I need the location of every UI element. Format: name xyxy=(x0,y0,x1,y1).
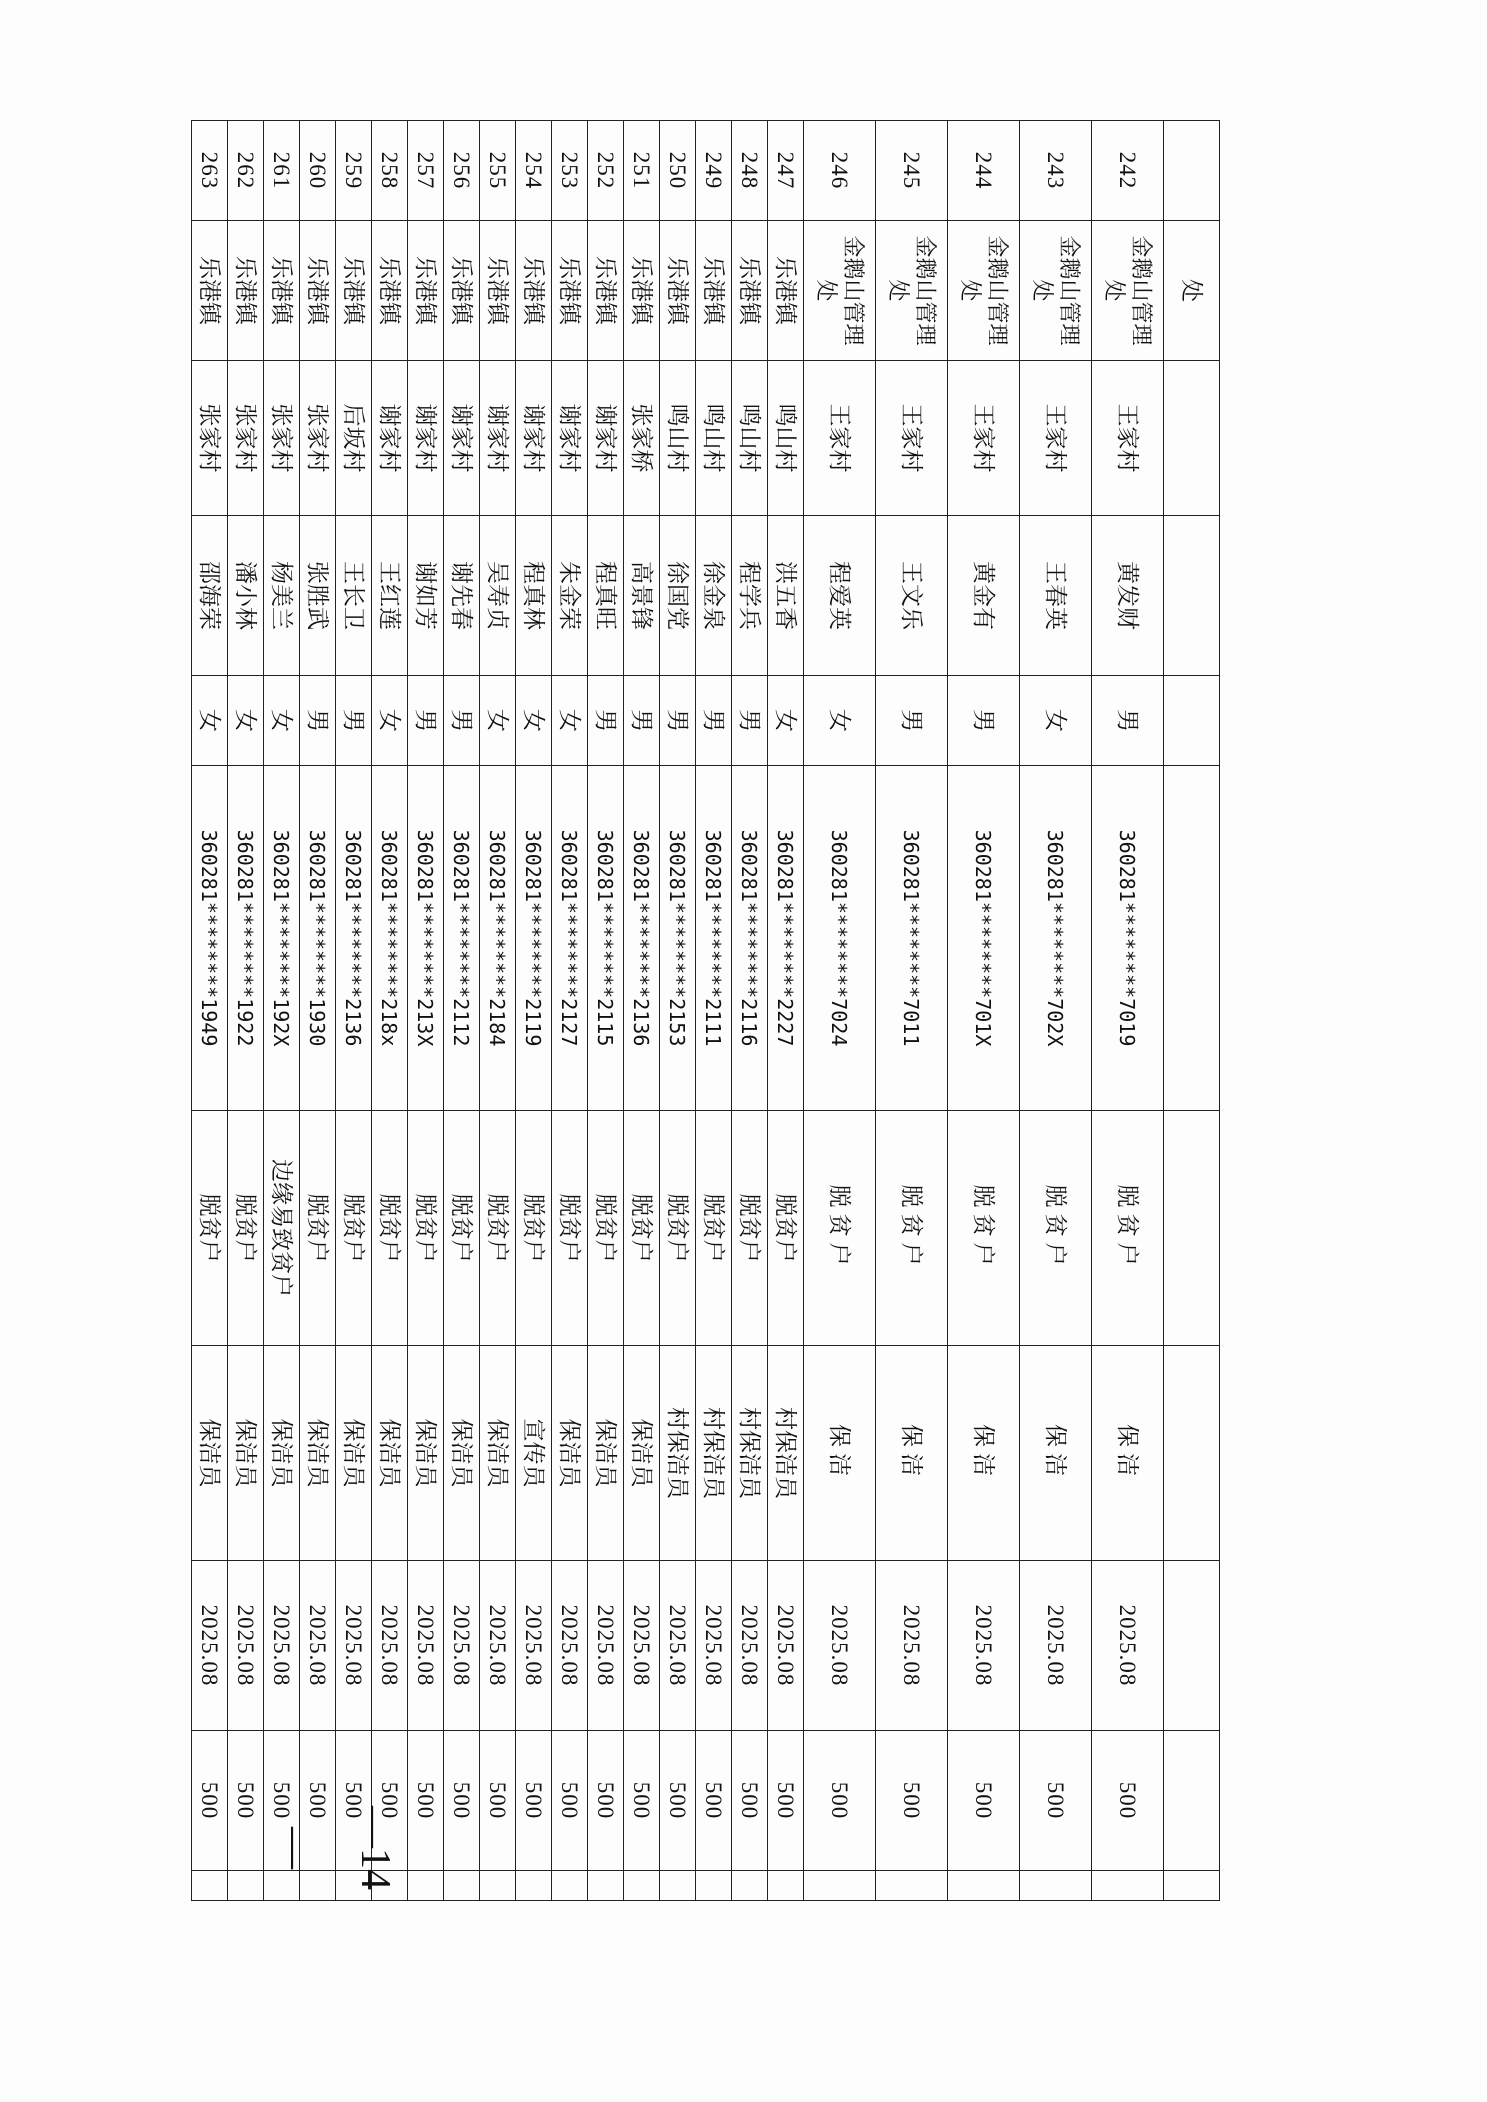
cell-unit: 金鹅山管理处 xyxy=(876,221,948,361)
table-row xyxy=(300,121,336,1901)
cell-job: 保洁员 xyxy=(372,1346,408,1561)
cell-unit: 乐港镇 xyxy=(516,221,552,361)
cell-amount: 500 xyxy=(372,1731,408,1871)
cell-id: 360281********1930 xyxy=(300,766,336,1111)
cell-amount: 500 xyxy=(804,1731,876,1871)
cell-name: 黄金有 xyxy=(948,516,1020,676)
cell-amount: 500 xyxy=(624,1731,660,1871)
table-row xyxy=(264,121,300,1901)
cell-date: 2025.08 xyxy=(1020,1561,1092,1731)
cell-name: 黄发财 xyxy=(1092,516,1164,676)
cell-gender: 女 xyxy=(516,676,552,766)
cell-remark xyxy=(696,1871,732,1901)
cell-category: 边缘易致贫户 xyxy=(264,1111,300,1346)
cell-amount: 500 xyxy=(444,1731,480,1871)
cell-category xyxy=(1164,1111,1220,1346)
cell-village: 谢家村 xyxy=(444,361,480,516)
cell-remark xyxy=(480,1871,516,1901)
cell-name: 邵海荣 xyxy=(192,516,228,676)
cell-remark xyxy=(192,1871,228,1901)
cell-job: 保洁 xyxy=(1020,1346,1092,1561)
cell-date: 2025.08 xyxy=(516,1561,552,1731)
table-row xyxy=(876,121,948,1901)
cell-unit: 乐港镇 xyxy=(588,221,624,361)
cell-amount: 500 xyxy=(768,1731,804,1871)
cell-remark xyxy=(264,1871,300,1901)
cell-name: 洪五香 xyxy=(768,516,804,676)
cell-amount: 500 xyxy=(876,1731,948,1871)
cell-date: 2025.08 xyxy=(408,1561,444,1731)
cell-category: 脱贫户 xyxy=(192,1111,228,1346)
table-row xyxy=(696,121,732,1901)
cell-category: 脱贫户 xyxy=(876,1111,948,1346)
cell-date: 2025.08 xyxy=(264,1561,300,1731)
cell-job: 村保洁员 xyxy=(660,1346,696,1561)
cell-no xyxy=(1164,121,1220,221)
cell-gender: 女 xyxy=(192,676,228,766)
cell-unit: 乐港镇 xyxy=(300,221,336,361)
cell-id: 360281********2111 xyxy=(696,766,732,1111)
cell-category: 脱贫户 xyxy=(660,1111,696,1346)
cell-unit: 金鹅山管理处 xyxy=(804,221,876,361)
cell-no: 260 xyxy=(300,121,336,221)
cell-village: 谢家村 xyxy=(552,361,588,516)
cell-id: 360281********1949 xyxy=(192,766,228,1111)
cell-date: 2025.08 xyxy=(732,1561,768,1731)
cell-name: 潘小林 xyxy=(228,516,264,676)
cell-date: 2025.08 xyxy=(660,1561,696,1731)
cell-village xyxy=(1164,361,1220,516)
cell-amount: 500 xyxy=(480,1731,516,1871)
cell-job: 保洁 xyxy=(1092,1346,1164,1561)
cell-remark xyxy=(948,1871,1020,1901)
cell-remark xyxy=(768,1871,804,1901)
cell-unit: 乐港镇 xyxy=(624,221,660,361)
cell-name: 王长卫 xyxy=(336,516,372,676)
cell-no: 243 xyxy=(1020,121,1092,221)
cell-village: 鸣山村 xyxy=(660,361,696,516)
cell-no: 263 xyxy=(192,121,228,221)
cell-village: 鸣山村 xyxy=(732,361,768,516)
cell-village: 张家村 xyxy=(192,361,228,516)
cell-remark xyxy=(516,1871,552,1901)
cell-no: 244 xyxy=(948,121,1020,221)
cell-job: 村保洁员 xyxy=(768,1346,804,1561)
cell-job: 保洁员 xyxy=(300,1346,336,1561)
cell-gender: 女 xyxy=(264,676,300,766)
cell-no: 251 xyxy=(624,121,660,221)
cell-date: 2025.08 xyxy=(768,1561,804,1731)
cell-no: 248 xyxy=(732,121,768,221)
cell-category: 脱贫户 xyxy=(300,1111,336,1346)
cell-category: 脱贫户 xyxy=(948,1111,1020,1346)
cell-category: 脱贫户 xyxy=(588,1111,624,1346)
cell-category: 脱贫户 xyxy=(552,1111,588,1346)
cell-name: 吴寿贞 xyxy=(480,516,516,676)
cell-job: 村保洁员 xyxy=(732,1346,768,1561)
cell-category: 脱贫户 xyxy=(480,1111,516,1346)
cell-village: 王家村 xyxy=(948,361,1020,516)
cell-name: 张胜武 xyxy=(300,516,336,676)
cell-name: 徐金泉 xyxy=(696,516,732,676)
cell-job: 保洁员 xyxy=(336,1346,372,1561)
cell-amount: 500 xyxy=(228,1731,264,1871)
cell-name xyxy=(1164,516,1220,676)
cell-name: 程真旺 xyxy=(588,516,624,676)
cell-gender: 男 xyxy=(300,676,336,766)
cell-job: 保洁员 xyxy=(552,1346,588,1561)
cell-unit: 乐港镇 xyxy=(336,221,372,361)
cell-id: 360281********2115 xyxy=(588,766,624,1111)
cell-village: 谢家村 xyxy=(480,361,516,516)
roster-table xyxy=(191,120,1220,1901)
cell-name: 王春英 xyxy=(1020,516,1092,676)
cell-id: 360281********2116 xyxy=(732,766,768,1111)
cell-no: 242 xyxy=(1092,121,1164,221)
cell-village: 张家村 xyxy=(300,361,336,516)
cell-amount xyxy=(1164,1731,1220,1871)
cell-unit: 金鹅山管理处 xyxy=(1092,221,1164,361)
cell-job: 保洁员 xyxy=(192,1346,228,1561)
cell-amount: 500 xyxy=(192,1731,228,1871)
cell-job: 保洁员 xyxy=(480,1346,516,1561)
cell-gender: 男 xyxy=(588,676,624,766)
cell-no: 257 xyxy=(408,121,444,221)
cell-no: 261 xyxy=(264,121,300,221)
table-row xyxy=(192,121,228,1901)
cell-job: 保洁 xyxy=(804,1346,876,1561)
cell-village: 王家村 xyxy=(876,361,948,516)
cell-no: 250 xyxy=(660,121,696,221)
cell-remark xyxy=(552,1871,588,1901)
cell-amount: 500 xyxy=(948,1731,1020,1871)
cell-unit: 乐港镇 xyxy=(264,221,300,361)
cell-remark xyxy=(624,1871,660,1901)
cell-name: 谢先春 xyxy=(444,516,480,676)
cell-category: 脱贫户 xyxy=(372,1111,408,1346)
table-row xyxy=(768,121,804,1901)
cell-gender: 女 xyxy=(768,676,804,766)
cell-job: 保洁 xyxy=(876,1346,948,1561)
page-number: —14— xyxy=(272,1806,398,1890)
table-row xyxy=(804,121,876,1901)
cell-gender: 男 xyxy=(732,676,768,766)
cell-date: 2025.08 xyxy=(192,1561,228,1731)
cell-id: 360281********218x xyxy=(372,766,408,1111)
cell-unit: 乐港镇 xyxy=(660,221,696,361)
cell-village: 张家村 xyxy=(228,361,264,516)
cell-village: 后坂村 xyxy=(336,361,372,516)
cell-name: 高景锋 xyxy=(624,516,660,676)
cell-remark xyxy=(228,1871,264,1901)
cell-amount: 500 xyxy=(696,1731,732,1871)
cell-date: 2025.08 xyxy=(948,1561,1020,1731)
cell-remark xyxy=(660,1871,696,1901)
cell-no: 252 xyxy=(588,121,624,221)
cell-no: 262 xyxy=(228,121,264,221)
table-row xyxy=(1092,121,1164,1901)
table-row xyxy=(552,121,588,1901)
cell-name: 王红莲 xyxy=(372,516,408,676)
cell-amount: 500 xyxy=(552,1731,588,1871)
cell-job: 保洁员 xyxy=(624,1346,660,1561)
cell-category: 脱贫户 xyxy=(1020,1111,1092,1346)
cell-id: 360281********7024 xyxy=(804,766,876,1111)
cell-date: 2025.08 xyxy=(588,1561,624,1731)
cell-name: 程学兵 xyxy=(732,516,768,676)
cell-category: 脱贫户 xyxy=(444,1111,480,1346)
cell-category: 脱贫户 xyxy=(516,1111,552,1346)
table-row xyxy=(624,121,660,1901)
table-row xyxy=(516,121,552,1901)
cell-date: 2025.08 xyxy=(372,1561,408,1731)
table-row xyxy=(336,121,372,1901)
cell-gender: 男 xyxy=(408,676,444,766)
table-row xyxy=(732,121,768,1901)
cell-category: 脱贫户 xyxy=(768,1111,804,1346)
cell-remark xyxy=(804,1871,876,1901)
cell-id: 360281********7019 xyxy=(1092,766,1164,1111)
cell-no: 254 xyxy=(516,121,552,221)
cell-category: 脱贫户 xyxy=(228,1111,264,1346)
table-row xyxy=(408,121,444,1901)
cell-remark xyxy=(588,1871,624,1901)
cell-name: 徐国党 xyxy=(660,516,696,676)
cell-gender: 男 xyxy=(336,676,372,766)
cell-no: 253 xyxy=(552,121,588,221)
cell-no: 255 xyxy=(480,121,516,221)
cell-gender: 女 xyxy=(552,676,588,766)
cell-remark xyxy=(444,1871,480,1901)
cell-name: 程爱英 xyxy=(804,516,876,676)
cell-remark xyxy=(732,1871,768,1901)
cell-village: 王家村 xyxy=(804,361,876,516)
cell-id: 360281********2153 xyxy=(660,766,696,1111)
cell-gender: 男 xyxy=(660,676,696,766)
cell-date: 2025.08 xyxy=(444,1561,480,1731)
cell-id: 360281********2184 xyxy=(480,766,516,1111)
cell-date: 2025.08 xyxy=(804,1561,876,1731)
cell-remark xyxy=(300,1871,336,1901)
cell-village: 谢家村 xyxy=(408,361,444,516)
cell-date xyxy=(1164,1561,1220,1731)
cell-unit: 乐港镇 xyxy=(768,221,804,361)
cell-id: 360281********213X xyxy=(408,766,444,1111)
cell-unit: 乐港镇 xyxy=(552,221,588,361)
cell-category: 脱贫户 xyxy=(1092,1111,1164,1346)
cell-name: 程真林 xyxy=(516,516,552,676)
cell-village: 王家村 xyxy=(1092,361,1164,516)
cell-unit: 乐港镇 xyxy=(408,221,444,361)
table-row xyxy=(1020,121,1092,1901)
cell-job: 保洁员 xyxy=(264,1346,300,1561)
cell-unit: 乐港镇 xyxy=(228,221,264,361)
cell-date: 2025.08 xyxy=(336,1561,372,1731)
cell-no: 249 xyxy=(696,121,732,221)
cell-unit: 乐港镇 xyxy=(192,221,228,361)
cell-job: 保洁 xyxy=(948,1346,1020,1561)
cell-amount: 500 xyxy=(300,1731,336,1871)
cell-id: 360281********2136 xyxy=(624,766,660,1111)
cell-remark xyxy=(1020,1871,1092,1901)
cell-id: 360281********2127 xyxy=(552,766,588,1111)
roster-table-body xyxy=(192,121,1220,1901)
cell-job xyxy=(1164,1346,1220,1561)
cell-name: 杨美兰 xyxy=(264,516,300,676)
cell-job: 宣传员 xyxy=(516,1346,552,1561)
cell-no: 256 xyxy=(444,121,480,221)
cell-gender: 女 xyxy=(228,676,264,766)
cell-gender: 男 xyxy=(444,676,480,766)
cell-id: 360281********2227 xyxy=(768,766,804,1111)
cell-id: 360281********702X xyxy=(1020,766,1092,1111)
cell-gender: 男 xyxy=(696,676,732,766)
roster-table-sheet xyxy=(196,120,1220,1900)
cell-no: 246 xyxy=(804,121,876,221)
cell-gender: 女 xyxy=(1020,676,1092,766)
cell-id: 360281********2136 xyxy=(336,766,372,1111)
cell-no: 245 xyxy=(876,121,948,221)
cell-unit: 乐港镇 xyxy=(696,221,732,361)
cell-name: 谢如芳 xyxy=(408,516,444,676)
cell-remark xyxy=(1164,1871,1220,1901)
cell-unit: 乐港镇 xyxy=(732,221,768,361)
cell-name: 朱金荣 xyxy=(552,516,588,676)
cell-amount: 500 xyxy=(336,1731,372,1871)
cell-category: 脱贫户 xyxy=(804,1111,876,1346)
table-row xyxy=(660,121,696,1901)
cell-id xyxy=(1164,766,1220,1111)
cell-category: 脱贫户 xyxy=(624,1111,660,1346)
table-row xyxy=(948,121,1020,1901)
cell-date: 2025.08 xyxy=(624,1561,660,1731)
cell-amount: 500 xyxy=(516,1731,552,1871)
cell-category: 脱贫户 xyxy=(336,1111,372,1346)
cell-unit: 金鹅山管理处 xyxy=(1020,221,1092,361)
cell-job: 村保洁员 xyxy=(696,1346,732,1561)
cell-gender xyxy=(1164,676,1220,766)
cell-no: 247 xyxy=(768,121,804,221)
cell-gender: 女 xyxy=(804,676,876,766)
cell-no: 259 xyxy=(336,121,372,221)
cell-date: 2025.08 xyxy=(696,1561,732,1731)
cell-gender: 男 xyxy=(948,676,1020,766)
cell-amount: 500 xyxy=(408,1731,444,1871)
cell-no: 258 xyxy=(372,121,408,221)
table-row xyxy=(372,121,408,1901)
cell-amount: 500 xyxy=(1020,1731,1092,1871)
cell-village: 谢家村 xyxy=(588,361,624,516)
cell-job: 保洁员 xyxy=(444,1346,480,1561)
cell-gender: 男 xyxy=(624,676,660,766)
cell-name: 王文乐 xyxy=(876,516,948,676)
cell-remark xyxy=(1092,1871,1164,1901)
table-row xyxy=(228,121,264,1901)
cell-date: 2025.08 xyxy=(300,1561,336,1731)
cell-unit: 乐港镇 xyxy=(444,221,480,361)
cell-gender: 男 xyxy=(876,676,948,766)
cell-amount: 500 xyxy=(732,1731,768,1871)
cell-amount: 500 xyxy=(660,1731,696,1871)
cell-village: 谢家村 xyxy=(372,361,408,516)
cell-village: 张家村 xyxy=(264,361,300,516)
cell-date: 2025.08 xyxy=(1092,1561,1164,1731)
cell-job: 保洁员 xyxy=(228,1346,264,1561)
cell-id: 360281********1922 xyxy=(228,766,264,1111)
cell-village: 谢家村 xyxy=(516,361,552,516)
cell-date: 2025.08 xyxy=(480,1561,516,1731)
cell-category: 脱贫户 xyxy=(696,1111,732,1346)
cell-category: 脱贫户 xyxy=(732,1111,768,1346)
cell-category: 脱贫户 xyxy=(408,1111,444,1346)
cell-village: 张家桥 xyxy=(624,361,660,516)
cell-date: 2025.08 xyxy=(876,1561,948,1731)
cell-unit: 乐港镇 xyxy=(480,221,516,361)
cell-village: 王家村 xyxy=(1020,361,1092,516)
cell-gender: 女 xyxy=(480,676,516,766)
cell-amount: 500 xyxy=(588,1731,624,1871)
cell-amount: 500 xyxy=(1092,1731,1164,1871)
cell-unit: 金鹅山管理处 xyxy=(948,221,1020,361)
cell-id: 360281********2119 xyxy=(516,766,552,1111)
cell-date: 2025.08 xyxy=(228,1561,264,1731)
cell-job: 保洁员 xyxy=(408,1346,444,1561)
cell-remark xyxy=(876,1871,948,1901)
cell-unit: 乐港镇 xyxy=(372,221,408,361)
cell-id: 360281********2112 xyxy=(444,766,480,1111)
table-row-continued xyxy=(1164,121,1220,1901)
cell-gender: 女 xyxy=(372,676,408,766)
cell-village: 鸣山村 xyxy=(768,361,804,516)
table-row xyxy=(480,121,516,1901)
cell-id: 360281********7011 xyxy=(876,766,948,1111)
cell-village: 鸣山村 xyxy=(696,361,732,516)
cell-unit: 处 xyxy=(1164,221,1220,361)
table-row xyxy=(588,121,624,1901)
cell-gender: 男 xyxy=(1092,676,1164,766)
cell-id: 360281********192X xyxy=(264,766,300,1111)
cell-amount: 500 xyxy=(264,1731,300,1871)
cell-id: 360281********701X xyxy=(948,766,1020,1111)
cell-date: 2025.08 xyxy=(552,1561,588,1731)
table-row xyxy=(444,121,480,1901)
cell-job: 保洁员 xyxy=(588,1346,624,1561)
